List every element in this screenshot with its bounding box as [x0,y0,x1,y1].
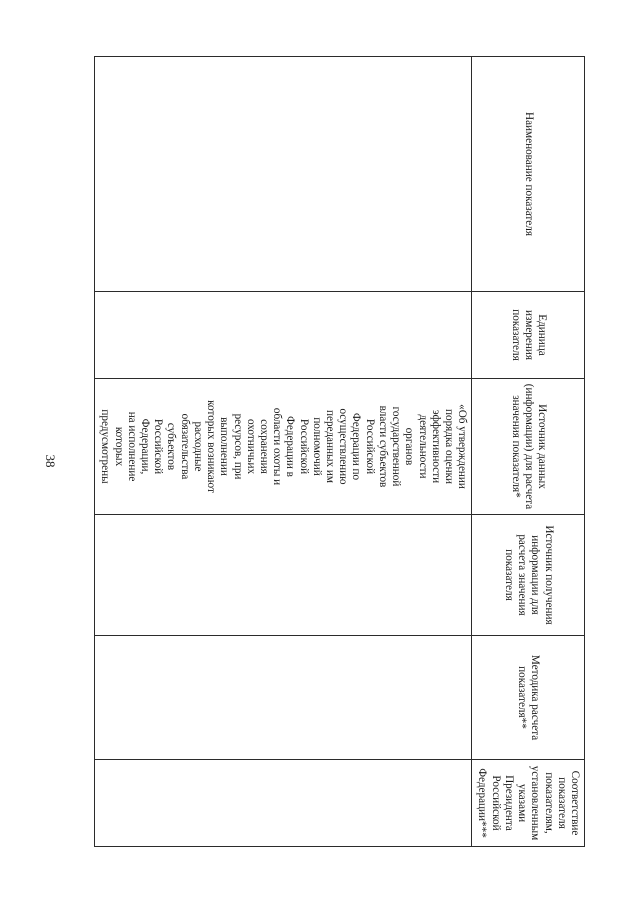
cell-info-source [95,515,472,636]
cell-indicator-name [95,57,472,292]
cell-data-source [95,379,472,515]
indicator-table [94,56,585,847]
rotated-table-container [95,56,585,846]
data-source-text: «Об утверждении порядка оценки эффективности деятельности органов государственной власти субъектов Российской Федерации по осуществлению переданных им полномочий Российской Федерации в области охоты и сохранения охотничьих ресурсов, при выполнении которых возникают расходные обязательства субъектов Российской Федерации, на исполнение которых предусмотрены [99,400,469,493]
header-calculation-method: Методика расчета показателя** [472,636,585,760]
header-indicator-name: Наименование показателя [472,57,585,292]
cell-calculation-method [95,636,472,760]
header-unit: Единица измерения показателя [472,292,585,379]
cell-unit [95,292,472,379]
header-presidential-decrees: Соответствие показателя показателям, установленным указами Президента Российской Федерации*** [472,760,585,847]
cell-presidential-decrees [95,760,472,847]
header-data-source: Источник данных (информации) для расчета значения показателя* [472,379,585,515]
header-info-source: Источник получения информации для расчета значения показателя [472,515,585,636]
table-row [95,57,472,847]
table-header-row [472,57,585,847]
page-number: 38 [43,454,58,468]
